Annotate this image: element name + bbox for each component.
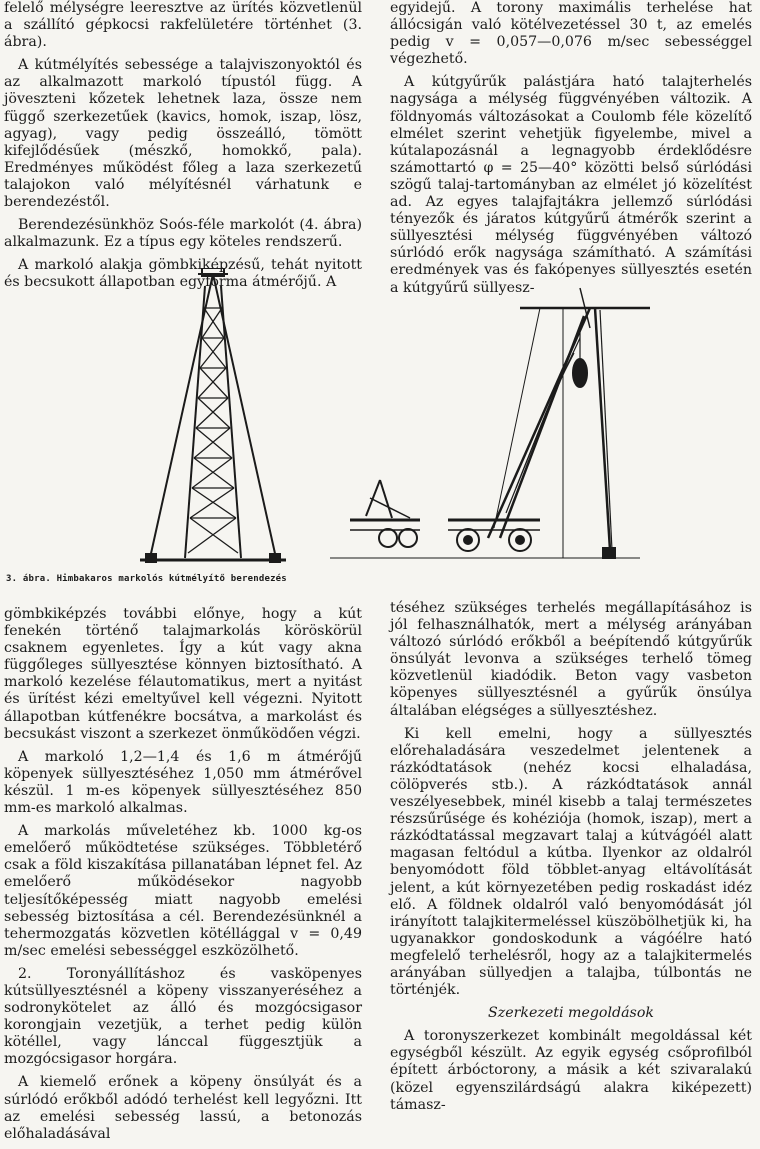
paragraph: A toronyszerkezet kombinált megoldással két egységből készült. Az egyik egység csőprofilból épített árbóctorony, a másik a két szivaralakú (közel egyenszilárdságú alakra kiképezett) támasz-: [390, 1028, 752, 1113]
paragraph: 2. Toronyállításhoz és vasköpenyes kútsüllyesztésnél a köpeny visszanyeréséhez a sodronykötelet az álló és mozgócsigasor korongjain vezetjük, a terhet pedig külön kötéllel, vagy lánccal függesztjük a mozgócsigasor horgára.: [4, 965, 362, 1068]
figure-caption: 3. ábra. Himbakaros markolós kútmélyítő berendezés: [6, 574, 287, 584]
paragraph: A kútgyűrűk palástjára ható talajterhelés nagysága a mélység függvényében változik. A földnyomás változásokat a Coulomb féle közelítő elmélet szerint vehetjük figyelembe, mivel a kútalapozásnál a legnagyobb érdeklődésre számottartó φ = 25—40° közötti belső súrlódási szögű talaj-tartományban az elmélet jó közelítést ad. Az egyes talajfajtákra jellemző súrlódási tényezők és járatos kútgyűrű átmérők szerint a süllyesztési mélység függvényében változó súrlódó erők nagysága számítható. A számítási eredmények vas és fakópenyes süllyesztés esetén a kútgyűrű süllyesz-: [390, 74, 752, 296]
paragraph: Ki kell emelni, hogy a süllyesztés előrehaladására veszedelmet jelentenek a rázkódtatások (nehéz kocsi elhaladása, cölöpverés stb.). A rázkódtatások annál veszélyesebbek, minél kisebb a talaj természetes részsűrűsége és kohéziója (homok, iszap), mert a rázkódtatással megzavart talaj a kútvágóél alatt magasan feltódul a kútba. Ilyenkor az oldalról benyomódott föld többlet-anyag eltávolítását jelent, a kút környezetében pedig roskadást idéz elő. A földnek oldalról való benyomódását jól irányított talajkitermeléssel küszöbölhetjük ki, ha ugyanakkor gondoskodunk a vágóélre ható megfelelő terhelésről, hogy az a talajkitermelés arányában süllyedjen a talajba, túlbontás ne történjék.: [390, 725, 752, 999]
paragraph: egyidejű. A torony maximális terhelése hat állócsigán való kötélvezetéssel 30 t, az emelés pedig v = 0,057—0,076 m/sec sebességgel végezhető.: [390, 0, 752, 68]
paragraph: A markolás műveletéhez kb. 1000 kg-os emelőerő működtetése szükséges. Többletérő csak a föld kiszakítása pillanatában lépnet fel. Az emelőerő működésekor nagyobb teljesítőképesség miatt nagyobb emelési sebesség biztosítása a cél. Berendezésünknél a tehermozgatás közvetlen kötéllággal v = 0,49 m/sec emelési sebességgel eszközölhető.: [4, 823, 362, 959]
paragraph: felelő mélységre leeresztve az ürítés közvetlenül a szállító gépkocsi rakfelületére történhet (3. ábra).: [4, 0, 362, 51]
paragraph: A markoló alakja gömbkiképzésű, tehát nyitott és becsukott állapotban egyforma átmérőjű. A: [4, 257, 362, 291]
paragraph: Berendezésünkhöz Soós-féle markolót (4. ábra) alkalmazunk. Ez a típus egy köteles rendszerű.: [4, 217, 362, 251]
column-top-left: [4, 0, 362, 298]
figure-tower-drawing: [0, 268, 760, 598]
paragraph: téséhez szükséges terhelés megállapításához is jól felhasználhatók, mert a mélység arányában változó súrlódó erőkből a beépítendő kútgyűrűk önsúlyát levonva a szükséges terhelő tömeg közvetlenül kiadódik. Beton vagy vasbeton köpenyes süllyesztésnél a gyűrűk önsúlya általában elégséges a süllyesztéshez.: [390, 600, 752, 719]
paragraph: A kútmélyítés sebessége a talajviszonyoktól és az alkalmazott markoló típustól függ. A jöveszteni kőzetek lehetnek laza, össze nem függő szerkezetűek (kavics, homok, iszap, lösz, agyag), vagy pedig összeálló, tömött kifejlődésűek (mészkő, homokkő, pala). Eredményes működést főleg a laza szerkezetű talajokon való mélyítésnél várhatunk e berendezéstől.: [4, 57, 362, 211]
column-bottom-right: [390, 600, 752, 1120]
section-heading: Szerkezeti megoldások: [488, 1005, 654, 1022]
paragraph: gömbkiképzés további előnye, hogy a kút fenekén történő talajmarkolás köröskörül csaknem egyenletes. Így a kút vagy akna függőleges süllyesztése könnyen biztosítható. A markoló kezelése félautomatikus, mert a nyitást és ürítést kézi emeltyűvel kell végezni. Nyitott állapotban kútfenékre bocsátva, a markolást és becsukást viszont a szerkezet önműködően végzi.: [4, 606, 362, 742]
paragraph: A markoló 1,2—1,4 és 1,6 m átmérőjű köpenyek süllyesztéséhez 1,050 mm átmérővel készül. 1 m-es köpenyek süllyesztéséhez 850 mm-es markoló alkalmas.: [4, 748, 362, 817]
column-top-right: [390, 0, 752, 303]
column-bottom-left: [4, 606, 362, 1149]
tower-illustration: [0, 268, 760, 598]
paragraph: A kiemelő erőnek a köpeny önsúlyát és a súrlódó erőkből adódó terhelést kell legyőzni. Itt az emelési sebesség lassú, a betonozás előhaladásával: [4, 1074, 362, 1142]
